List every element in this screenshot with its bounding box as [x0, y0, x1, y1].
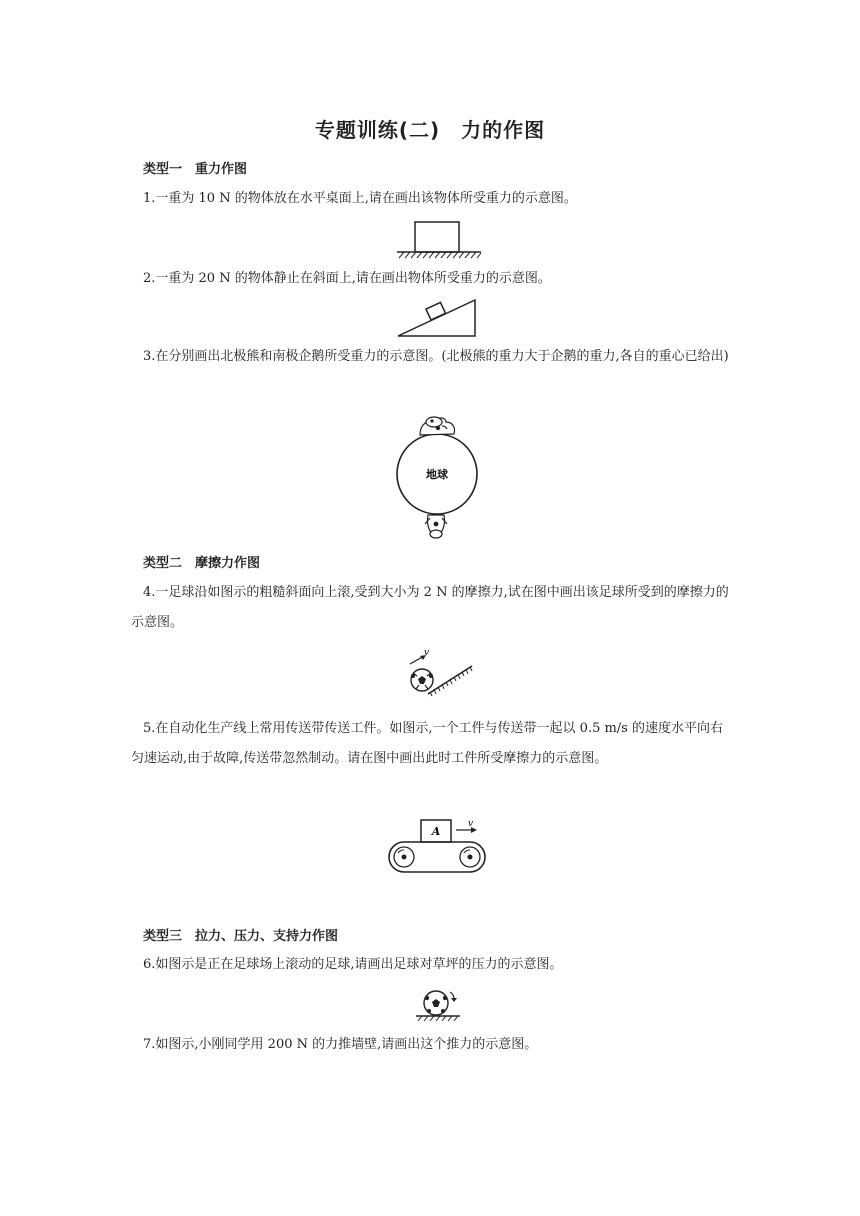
figure-block-on-table	[395, 218, 485, 260]
question-7: 7.如图示,小刚同学用 200 N 的力推墙壁,请画出这个推力的示意图。	[143, 1037, 538, 1052]
question-6: 6.如图示是正在足球场上滚动的足球,请画出足球对草坪的压力的示意图。	[143, 957, 563, 972]
section-heading-friction: 类型二 摩擦力作图	[143, 556, 261, 571]
earth-label: 地球	[426, 468, 448, 481]
soccer-ball-icon	[411, 669, 433, 691]
polar-bear-icon	[420, 417, 455, 435]
figure-conveyor-belt	[384, 816, 494, 876]
figure-earth-bear-penguin	[390, 408, 490, 543]
section-heading-gravity: 类型一 重力作图	[143, 162, 248, 177]
question-1: 1.一重为 10 N 的物体放在水平桌面上,请在画出该物体所受重力的示意图。	[143, 191, 577, 206]
block-label: A	[431, 825, 441, 838]
page-title: 专题训练(二) 力的作图	[314, 118, 546, 142]
velocity-label-conveyor: v	[468, 819, 474, 829]
question-2: 2.一重为 20 N 的物体静止在斜面上,请在画出物体所受重力的示意图。	[143, 271, 551, 286]
figure-ball-on-ground	[412, 986, 464, 1024]
figure-ball-on-incline	[398, 648, 478, 704]
figure-block-on-incline	[395, 294, 480, 340]
section-heading-pull-pressure-support: 类型三 拉力、压力、支持力作图	[143, 929, 339, 944]
question-4: 4.一足球沿如图示的粗糙斜面向上滚,受到大小为 2 N 的摩擦力,试在图中画出该足球所受到的摩擦力的示意图。	[131, 585, 729, 630]
question-5: 5.在自动化生产线上常用传送带传送工件。如图示,一个工件与传送带一起以 0.5 m/s 的速度水平向右匀速运动,由于故障,传送带忽然制动。请在图中画出此时工件所受摩擦力的示意图。	[131, 721, 723, 766]
question-3: 3.在分别画出北极熊和南极企鹅所受重力的示意图。(北极熊的重力大于企鹅的重力,各自的重心已给出)	[143, 349, 729, 364]
velocity-label: v	[424, 648, 430, 658]
penguin-icon	[425, 515, 447, 538]
soccer-ball-icon	[424, 991, 448, 1015]
